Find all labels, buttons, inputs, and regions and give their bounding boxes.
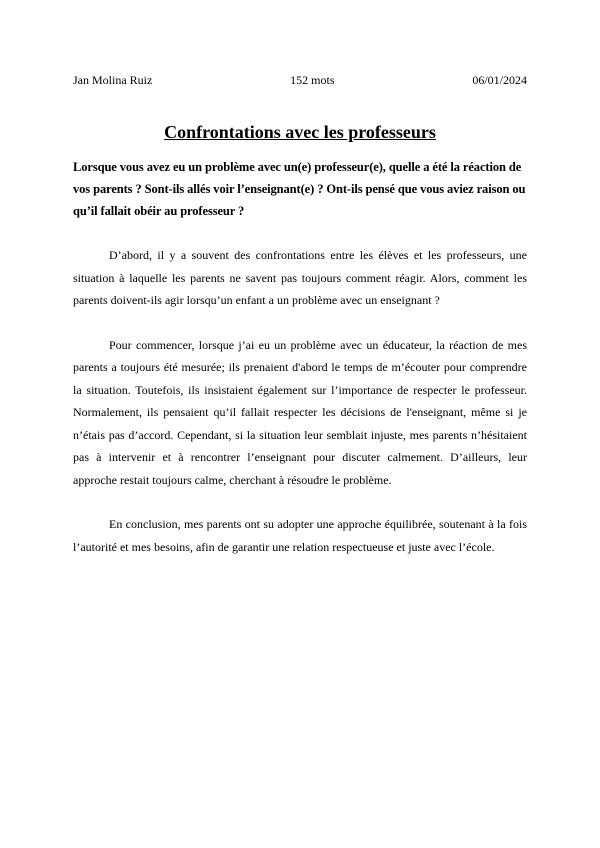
paragraph-introduction: D’abord, il y a souvent des confrontations entre les élèves et les professeurs, une situation à laquelle les parents ne savent pas toujours comment réagir. Alors, comment les parents doivent-ils agir lorsqu’un enfant a un problème avec un enseignant ? [73,248,527,307]
paragraph-conclusion: En conclusion, mes parents ont su adopter une approche équilibrée, soutenant à la fois l’autorité et mes besoins, afin de garantir une relation respectueuse et juste avec l’école. [73,517,527,554]
paragraph-body: Pour commencer, lorsque j’ai eu un problème avec un éducateur, la réaction de mes parents a toujours été mesurée; ils prenaient d'abord le temps de m’écouter pour comprendre la situation. Toutefois, ils insistaient également sur l’importance de respecter le professeur. Normalement, ils pensaient qu’il fallait respecter les décisions de l'enseignant, même si je n’étais pas d’accord. Cependant, si la situation leur semblait injuste, mes parents n’hésitaient pas à intervenir et à rencontrer l’enseignant pour discuter calmement. D’ailleurs, leur approche restait toujours calme, cherchant à résoudre le problème. [73,337,527,487]
essay-question: Lorsque vous avez eu un problème avec un(e) professeur(e), quelle a été la réaction de vos parents ? Sont-ils allés voir l’enseignant(e) ? Ont-ils pensé que vous aviez raison ou qu’il fallait obéir au professeur ? [73,160,526,218]
page-header [73,72,527,88]
author-name: Jan Molina Ruiz [73,73,153,87]
document-title: Confrontations avec les professeurs [164,122,436,142]
document-date: 06/01/2024 [472,73,527,87]
word-count: 152 mots [290,73,335,87]
